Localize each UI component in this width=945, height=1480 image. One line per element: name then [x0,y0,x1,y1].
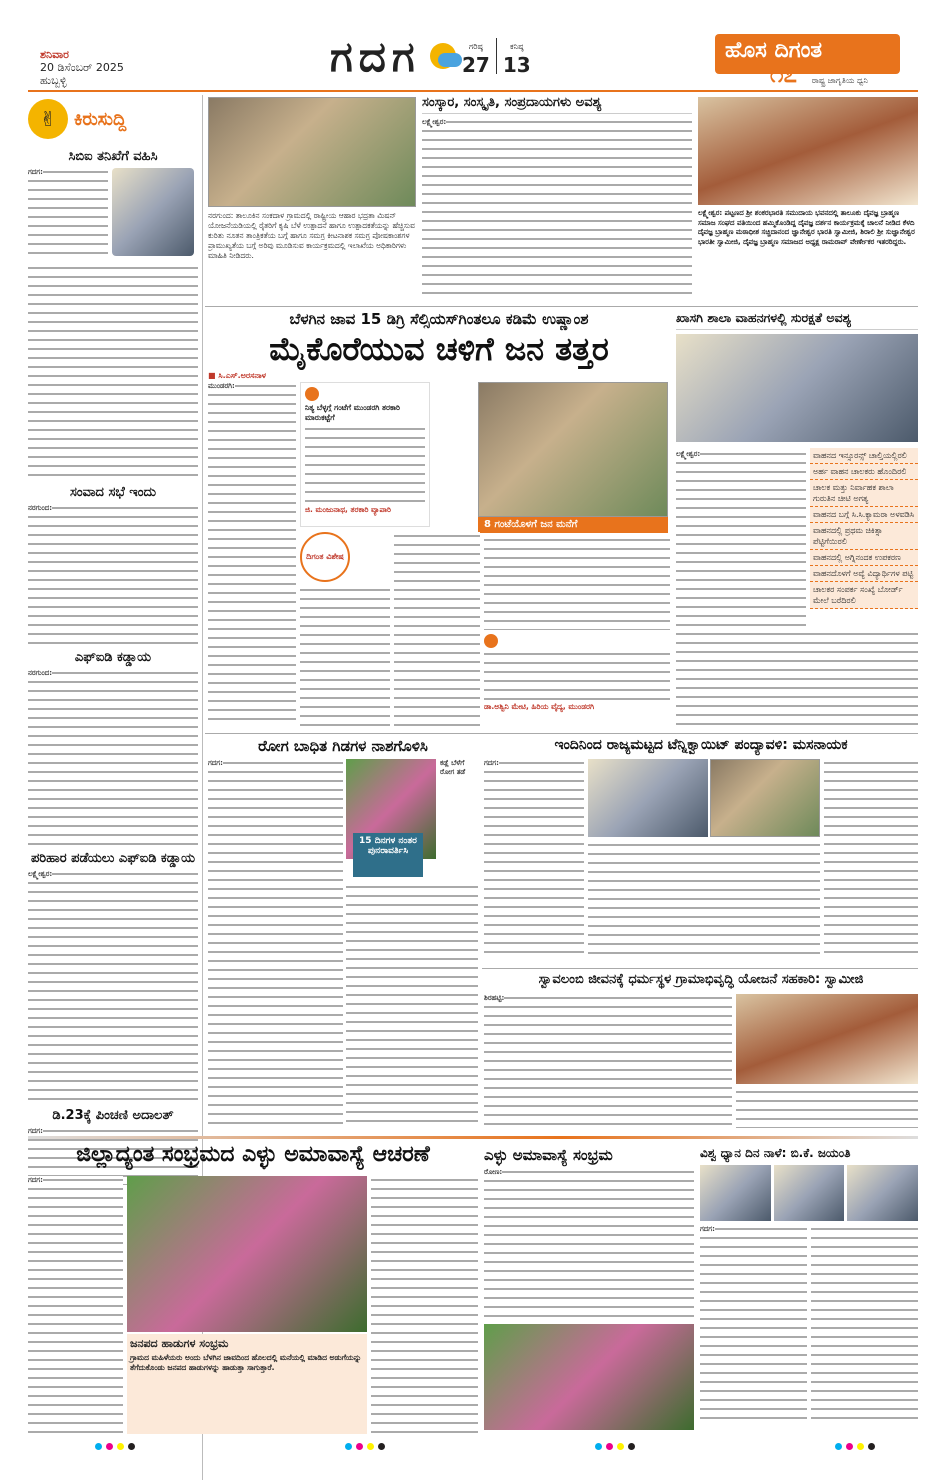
tennis-story [484,737,918,967]
brief-title-3: ಎಫ್‌ಐಡಿ ಕಡ್ಡಾಯ [74,650,152,665]
amavasya-caption: ಗ್ರಾಮದ ಮಹಿಳೆಯರು ಅಂದು ಬೆಳಗಿನ ಜಾವದಿಂದ ಹೊಲದಲ್ಲಿ ಮನೆಯಲ್ಲಿ ಮಾಡಿದ ಅಡುಗೆಯನ್ನು ತೆಗೆದುಕೊಂಡು ಜನಪದ ಹಾಡುಗಳನ್ನು ಹಾಡುತ್ತಾ ಸಾಗುತ್ತಾರೆ. [130,1353,362,1372]
samskara-caption: ಲಕ್ಷ್ಮೇಶ್ವರ: ಪಟ್ಟಣದ ಶ್ರೀ ಶಂಕರಭಾರತಿ ಸಮುದಾಯ ಭವನದಲ್ಲಿ ತಾಲೂಕು ದೈವಜ್ಞ ಬ್ರಾಹ್ಮಣ ಸಮಾಜ ಸಂಘದ ವತಿಯಿಂದ ಹಮ್ಮಿಕೊಂಡಿದ್ದ ದೈವಜ್ಞ ದರ್ಶನ ಕಾರ್ಯಕ್ರಮಕ್ಕೆ ಚಾಲನೆ ನೀಡಿದ ಕೆಳದಿ ದೈವಜ್ಞ ಬ್ರಾಹ್ಮಣ ಮಠಾಧೀಶ ಸಚ್ಚಿದಾನಂದ ಜ್ಞಾನೇಶ್ವರ ಭಾರತಿ ಸ್ವಾಮೀಜಿ, ಶಿರಾಲಿ ಶ್ರೀ ಸುಜ್ಞಾನೇಶ್ವರ ಭಾರತೀ ಸ್ವಾಮೀಜಿ, ದೈವಜ್ಞ ಬ್ರಾಹ್ಮಣ ಸಮಾಜದ ಅಧ್ಯಕ್ಷ ರಾಮರಾವ್ ವೇರ್ಣೇಕರ ಇತರರಿದ್ದರು. [698,209,915,246]
dharmasthala-photo [736,994,918,1084]
cold-text-2 [300,586,390,726]
school-vehicle-story [676,310,918,730]
brief-text-2: ನರಗುಂದ: [28,504,198,644]
point-8: ಚಾಲಕರ ಸಂಪರ್ಕ ಸಂಖ್ಯೆ ಬೋರ್ಡ್ ಮೇಲೆ ಬರೆದಿರಲಿ [810,582,918,609]
samskara-headline: ಸಂಸ್ಕಾರ, ಸಂಸ್ಕೃತಿ, ಸಂಪ್ರದಾಯಗಳು ಅವಶ್ಯ [422,95,692,114]
brief-title-1: ಸಿಬಿಐ ತನಿಖೆಗೆ ವಹಿಸಿ [68,149,158,164]
brief-photo-1 [112,168,194,256]
city-label: ಹುಬ್ಬಳ್ಳಿ [40,74,67,87]
point-1: ವಾಹನದ ಇನ್ಸೂರನ್ಸ್ ಚಾಲ್ತಿಯಲ್ಲಿರಲಿ [810,448,918,464]
meditation-photos [700,1165,918,1221]
samskara-text: ಲಕ್ಷ್ಮೇಶ್ವರ: [422,118,692,298]
dharmasthala-story [484,972,918,1132]
tennis-photo-2 [710,759,820,837]
brief-text-3: ನರಗುಂದ: [28,669,198,845]
cold-photo-label: 8 ಗಂಟೆಯೊಳಗೆ ಜನ ಮನೆಗೆ [478,517,668,533]
brief-title-4: ಪರಿಹಾರ ಪಡೆಯಲು ಎಫ್‌ಐಡಿ ಕಡ್ಡಾಯ [30,851,196,866]
cold-photo [478,382,668,517]
hand-icon: ✌ [28,99,68,139]
top-photo-story [208,97,416,302]
brief-title-5: ಡಿ.23ಕ್ಕೆ ಪಿಂಚಣಿ ಅದಾಲತ್ [52,1108,174,1123]
brand-logo: ಹೊಸ ದಿಗಂತ ರಾಷ್ಟ್ರ ಜಾಗೃತಿಯ ಧ್ವನಿ [715,34,900,74]
registration-dots-1 [95,1443,135,1450]
cold-headline: ಮೈಕೊರೆಯುವ ಚಳಿಗೆ ಜನ ತತ್ತರ [269,330,609,368]
weather-widget [430,38,580,77]
meditation-story [700,1146,918,1436]
disease-text-2 [346,883,478,1129]
samskara-photo-block [698,97,918,303]
header-rule [28,90,918,92]
brief-title-2: ಸಂವಾದ ಸಭೆ ಇಂದು [69,485,157,500]
date-block [40,48,124,87]
min-temp: ಕನಿಷ್ಠ 13 [496,38,531,74]
point-5: ವಾಹನದಲ್ಲಿ ಪ್ರಥಮ ಚಿಕಿತ್ಸಾ ಪೆಟ್ಟಿಗೆಯಿರಲಿ [810,523,918,550]
tennis-headline: ಇಂದಿನಿಂದ ರಾಜ್ಯಮಟ್ಟದ ಟೆನ್ನಿಕ್ವಾಯಿಟ್ ಪಂದ್ಯಾವಳಿ: ಮಸನಾಯಕ [554,737,848,753]
max-temp: ಗರಿಷ್ಠ 27 [462,42,490,77]
digant-special-logo: ದಿಗಂತ ವಿಶೇಷ [300,532,350,582]
kirusuddi-label: ಕಿರುಸುದ್ದಿ [74,108,127,130]
page-number: ೧೭ [770,60,797,88]
meditation-headline: ವಿಶ್ವ ಧ್ಯಾನ ದಿನ ನಾಳೆ: ಬಿ.ಕೆ. ಜಯಂತಿ [700,1146,851,1160]
cold-text-1: ಮುಂಡರಗಿ: [208,382,296,727]
top-photo [208,97,416,207]
meditation-text-1: ಗದಗ: [700,1225,807,1425]
registration-dots-3 [595,1443,635,1450]
dharmasthala-text: ಶಿರಹಟ್ಟಿ: [484,994,732,1129]
cold-kicker: ಬೆಳಗಿನ ಜಾವ 15 ಡಿಗ್ರಿ ಸೆಲ್ಸಿಯಸ್‌ಗಿಂತಲೂ ಕಡಿಮೆ ಉಷ್ಣಾಂಶ [289,310,589,328]
point-7: ವಾಹನದೊಳಗೆ ಅವ್ಯೆ ವಿದ್ಯಾರ್ಥಿಗಳ ಪಟ್ಟಿ [810,566,918,582]
cold-quote-2: ಡಾ.ಅಶ್ವಿನಿ ಮೇಟಿ, ಹಿರಿಯ ವೈದ್ಯ, ಮುಂಡರಗಿ [484,536,670,726]
tennis-text-3 [824,759,918,959]
cold-story [208,310,670,730]
amavasya2-story [484,1146,694,1436]
top-photo-caption: ನರಗುಂದ: ತಾಲೂಕಿನ ಸಂಕದಾಳ ಗ್ರಾಮದಲ್ಲಿ ರಾಷ್ಟ್ರೀಯ ಆಹಾರ ಭದ್ರತಾ ಮಿಷನ್ ಯೋಜನೆಯಡಿಯಲ್ಲಿ ರೈತರಿಗೆ ಕೃಷಿ ಬೆಳೆ ಉತ್ಪಾದನೆ ಹಾಗೂ ಉತ್ಪಾದಕತೆಯನ್ನು ಹೆಚ್ಚಿಸುವ ಕುರಿತು ನೂತನ ತಾಂತ್ರಿಕತೆಯ ಬಗ್ಗೆ ಹಾಗೂ ಸಮಗ್ರ ಕೀಟನಾಶಕ ಸಮಗ್ರ ಪೋಷಕಾಂಶಗಳ ಪ್ರಾಮುಖ್ಯತೆಯ ಬಗ್ಗೆ ಅರಿವು ಮೂಡಿಸುವ ಕಾರ್ಯಕ್ರಮದಲ್ಲಿ ಇಲಾಖೆಯ ಅಧಿಕಾರಿಗಳು ಮಾಹಿತಿ ನೀಡಿದರು. [208,211,415,260]
disease-badge: 15 ದಿನಗಳ ನಂತರ ಪುನರಾವರ್ತಿಸಿ [353,833,423,877]
left-margin [0,40,28,56]
tennis-text-2 [588,841,820,959]
brief-text-4: ಲಕ್ಷ್ಮೇಶ್ವರ: [28,870,198,1102]
school-photo [676,334,918,442]
amavasya-text-1: ಗದಗ: [28,1176,123,1434]
tennis-photo-1 [588,759,708,837]
brief-text-1: ಗದಗ: [28,168,108,260]
meditation-text-2 [811,1225,918,1425]
point-4: ವಾಹನದ ಬಗ್ಗೆ ಸಿ.ಸಿ.ಕ್ಯಾಮರಾ ಅಳವಡಿಸಿ [810,507,918,523]
school-points [810,448,918,609]
amavasya2-photo [484,1324,694,1430]
quote-icon [305,387,319,401]
disease-text-1: ಗದಗ: [208,759,343,1129]
dharmasthala-headline: ಸ್ವಾವಲಂಬಿ ಜೀವನಕ್ಕೆ ಧರ್ಮಸ್ಥಳ ಗ್ರಾಮಾಭಿವೃದ್ಧಿ ಯೋಜನೆ ಸಹಕಾರಿ: ಸ್ವಾಮೀಜಿ [538,972,864,987]
tennis-text-1: ಗದಗ: [484,759,584,959]
amavasya-photo [127,1176,367,1332]
day-label: ಶನಿವಾರ [40,48,69,61]
school-text: ಲಕ್ಷ್ಮೇಶ್ವರ: [676,450,806,626]
brief-text-5: ಗದಗ: [28,1127,198,1185]
meditation-photo-1 [700,1165,771,1221]
date-label: 20 ಡಿಸೆಂಬರ್ 2025 [40,61,124,74]
disease-headline: ರೋಗ ಬಾಧಿತ ಗಿಡಗಳ ನಾಶಗೊಳಿಸಿ [258,737,428,755]
amavasya-caption-box [127,1334,367,1434]
quote-icon-2 [484,634,498,648]
dharmasthala-caption [736,1088,918,1128]
registration-dots-4 [835,1443,875,1450]
point-2: ಅರ್ಹ ವಾಹನ ಚಾಲಕರು ಹೊಂದಿರಲಿ [810,464,918,480]
amavasya2-headline: ಎಳ್ಳು ಅಮಾವಾಸ್ಯೆ ಸಂಭ್ರಮ [484,1146,613,1164]
cold-quote-1: ನಿತ್ಯ ಬೆಳ್ಳಗ್ಗೆ ಗಂಟೆಗೆ ಮುಂಡರಗಿ ತರಕಾರಿ ಮಾರುಕಟ್ಟೆಗೆ ಜಿ. ಮಂಜುನಾಥ, ತರಕಾರಿ ವ್ಯಾಪಾರಿ [300,382,430,527]
point-6: ವಾಹನದಲ್ಲಿ ಅಗ್ನಿನಂದಕ ಉಪಕರಣ [810,550,918,566]
brief-text-1b [28,264,198,479]
point-3: ಚಾಲಕ ಮತ್ತು ನಿರ್ವಾಹಕ ಶಾಲಾ ಗುರುತಿನ ಚೀಟಿ ಅಗತ್ಯ [810,480,918,507]
registration-dots-2 [345,1443,385,1450]
amavasya-caption-title: ಜನಪದ ಹಾಡುಗಳ ಸಂಭ್ರಮ [130,1337,229,1350]
weather-icon [430,43,456,69]
disease-story [208,737,478,1132]
school-text-2 [676,630,918,726]
meditation-photo-3 [847,1165,918,1221]
meditation-photo-2 [774,1165,845,1221]
amavasya-text-2 [371,1176,478,1434]
page-title: ಗದಗ [330,32,421,81]
samskara-story [422,95,692,303]
school-headline: ಖಾಸಗಿ ಶಾಲಾ ವಾಹನಗಳಲ್ಲಿ ಸುರಕ್ಷತೆ ಅವಶ್ಯ [676,310,918,330]
amavasya-story [28,1142,478,1437]
amavasya2-text: ರೋಣ: [484,1168,694,1318]
amavasya-headline: ಜಿಲ್ಲಾದ್ಯಂತ ಸಂಭ್ರಮದ ಎಳ್ಳು ಅಮಾವಾಸ್ಯೆ ಆಚರಣೆ [76,1142,430,1167]
disease-side-note: ಕಡ್ಲೆ ಬೆಳೆಗೆ ರೋಗ ತಡೆ [440,759,466,776]
samskara-photo [698,97,918,205]
kirusuddi-header [28,95,198,143]
cold-text-3 [394,532,480,727]
cold-byline: ■ ಸಿ.ಎಸ್.ಅರಸನಾಳ [208,371,267,380]
